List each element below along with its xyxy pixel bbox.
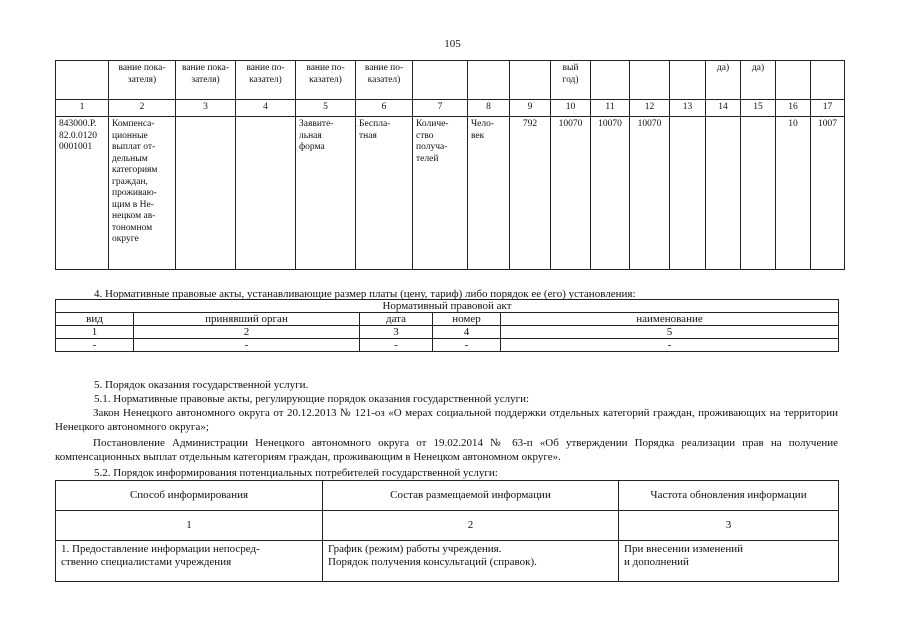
t1-number-cell-2: 2 bbox=[109, 100, 176, 117]
t1-header-cell-12 bbox=[630, 61, 670, 100]
t1-header-cell-17 bbox=[811, 61, 845, 100]
t3-header-cell-3: Частота обновления информации bbox=[619, 481, 839, 511]
section-5-2-title: 5.2. Порядок информирования потенциальных потребителей государственной услуги: bbox=[94, 467, 498, 479]
t1-data-cell-11: 10070 bbox=[591, 117, 630, 270]
t1-header-cell-6: вание по- казател) bbox=[356, 61, 413, 100]
t1-data-cell-14 bbox=[706, 117, 741, 270]
t2-number-cell-4: 4 bbox=[433, 326, 501, 339]
t2-number-cell-1: 1 bbox=[56, 326, 134, 339]
t2-data-cell-1: - bbox=[56, 339, 134, 352]
t1-header-cell-5: вание по- казател) bbox=[296, 61, 356, 100]
t1-header-cell-15: да) bbox=[741, 61, 776, 100]
t3-data-cell-2: График (режим) работы учреждения. Порядок получения консультаций (справок). bbox=[323, 541, 619, 582]
t1-number-cell-16: 16 bbox=[776, 100, 811, 117]
t2-data-cell-5: - bbox=[501, 339, 839, 352]
t1-header-cell-14: да) bbox=[706, 61, 741, 100]
t2-number-cell-2: 2 bbox=[134, 326, 360, 339]
t3-header-cell-1: Способ информирования bbox=[56, 481, 323, 511]
t1-number-cell-7: 7 bbox=[413, 100, 468, 117]
t1-data-cell-16: 10 bbox=[776, 117, 811, 270]
t1-data-cell-6: Беспла- тная bbox=[356, 117, 413, 270]
t2-number-cell-5: 5 bbox=[501, 326, 839, 339]
t1-header-cell-9 bbox=[510, 61, 551, 100]
t1-data-cell-4 bbox=[236, 117, 296, 270]
t1-number-cell-3: 3 bbox=[176, 100, 236, 117]
t2-number-cell-3: 3 bbox=[360, 326, 433, 339]
t1-number-cell-13: 13 bbox=[670, 100, 706, 117]
t1-data-cell-12: 10070 bbox=[630, 117, 670, 270]
t3-number-cell-3: 3 bbox=[619, 511, 839, 541]
t1-data-cell-3 bbox=[176, 117, 236, 270]
t1-header-cell-11 bbox=[591, 61, 630, 100]
t1-header-cell-13 bbox=[670, 61, 706, 100]
t3-data-cell-1: 1. Предоставление информации непосред- ственно специалистами учреждения bbox=[56, 541, 323, 582]
services-volume-table bbox=[55, 60, 845, 270]
legal-acts-fee-table bbox=[55, 299, 839, 352]
t1-header-cell-16 bbox=[776, 61, 811, 100]
t2-header-cell-1: вид bbox=[56, 313, 134, 326]
t1-header-cell-10: вый год) bbox=[551, 61, 591, 100]
section-5-title: 5. Порядок оказания государственной услуги. bbox=[94, 379, 309, 391]
t1-header-cell-7 bbox=[413, 61, 468, 100]
t1-header-cell-1 bbox=[56, 61, 109, 100]
t3-number-cell-1: 1 bbox=[56, 511, 323, 541]
section-5-1-title: 5.1. Нормативные правовые акты, регулирующие порядок оказания государственной услуги: bbox=[94, 393, 530, 405]
t2-data-cell-3: - bbox=[360, 339, 433, 352]
t1-number-cell-5: 5 bbox=[296, 100, 356, 117]
t1-number-cell-15: 15 bbox=[741, 100, 776, 117]
t1-data-cell-17: 1007 bbox=[811, 117, 845, 270]
t2-header-cell-4: номер bbox=[433, 313, 501, 326]
law-2-text: Постановление Администрации Ненецкого автономного округа от 19.02.2014 № 63-п «Об утверждении Порядка реализации прав на получение компенсационных выплат отдельным категориям граждан, проживающим в Ненецком автономном округе». bbox=[55, 437, 838, 463]
t1-number-cell-4: 4 bbox=[236, 100, 296, 117]
t1-number-cell-11: 11 bbox=[591, 100, 630, 117]
t1-data-cell-2: Компенса- ционные выплат от- дельным категориям граждан, проживаю- щим в Не- нецком ав- тономном округе bbox=[109, 117, 176, 270]
t1-data-cell-8: Чело- век bbox=[468, 117, 510, 270]
section-4-title: 4. Нормативные правовые акты, устанавливающие размер платы (цену, тариф) либо порядок ее (его) установления: bbox=[94, 288, 636, 300]
t1-data-cell-1: 843000.Р. 82.0.0120 0001001 bbox=[56, 117, 109, 270]
t1-header-cell-4: вание по- казател) bbox=[236, 61, 296, 100]
t1-data-cell-10: 10070 bbox=[551, 117, 591, 270]
t1-number-cell-1: 1 bbox=[56, 100, 109, 117]
t2-header-cell-5: наименование bbox=[501, 313, 839, 326]
t1-data-cell-9: 792 bbox=[510, 117, 551, 270]
t1-header-cell-2: вание пока- зателя) bbox=[109, 61, 176, 100]
t1-number-cell-10: 10 bbox=[551, 100, 591, 117]
t1-number-cell-8: 8 bbox=[468, 100, 510, 117]
t1-header-cell-3: вание пока- зателя) bbox=[176, 61, 236, 100]
t2-header-cell-3: дата bbox=[360, 313, 433, 326]
table-group-header: Нормативный правовой акт bbox=[56, 300, 839, 313]
t1-data-cell-15 bbox=[741, 117, 776, 270]
t2-data-cell-4: - bbox=[433, 339, 501, 352]
t1-number-cell-12: 12 bbox=[630, 100, 670, 117]
t3-header-cell-2: Состав размещаемой информации bbox=[323, 481, 619, 511]
t1-data-cell-5: Заявите- льная форма bbox=[296, 117, 356, 270]
t2-header-cell-2: принявший орган bbox=[134, 313, 360, 326]
t1-number-cell-14: 14 bbox=[706, 100, 741, 117]
t1-header-cell-8 bbox=[468, 61, 510, 100]
t2-data-cell-2: - bbox=[134, 339, 360, 352]
t1-data-cell-13 bbox=[670, 117, 706, 270]
t1-number-cell-17: 17 bbox=[811, 100, 845, 117]
t1-number-cell-9: 9 bbox=[510, 100, 551, 117]
information-methods-table bbox=[55, 480, 839, 582]
law-1-text: Закон Ненецкого автономного округа от 20.12.2013 № 121-оз «О мерах социальной поддержки отдельных категорий граждан, проживающих на территории Ненецкого автономного округа»; bbox=[55, 407, 838, 433]
t1-number-cell-6: 6 bbox=[356, 100, 413, 117]
t3-data-cell-3: При внесении изменений и дополнений bbox=[619, 541, 839, 582]
t3-number-cell-2: 2 bbox=[323, 511, 619, 541]
page-number: 105 bbox=[444, 38, 461, 50]
t1-data-cell-7: Количе- ство получа- телей bbox=[413, 117, 468, 270]
